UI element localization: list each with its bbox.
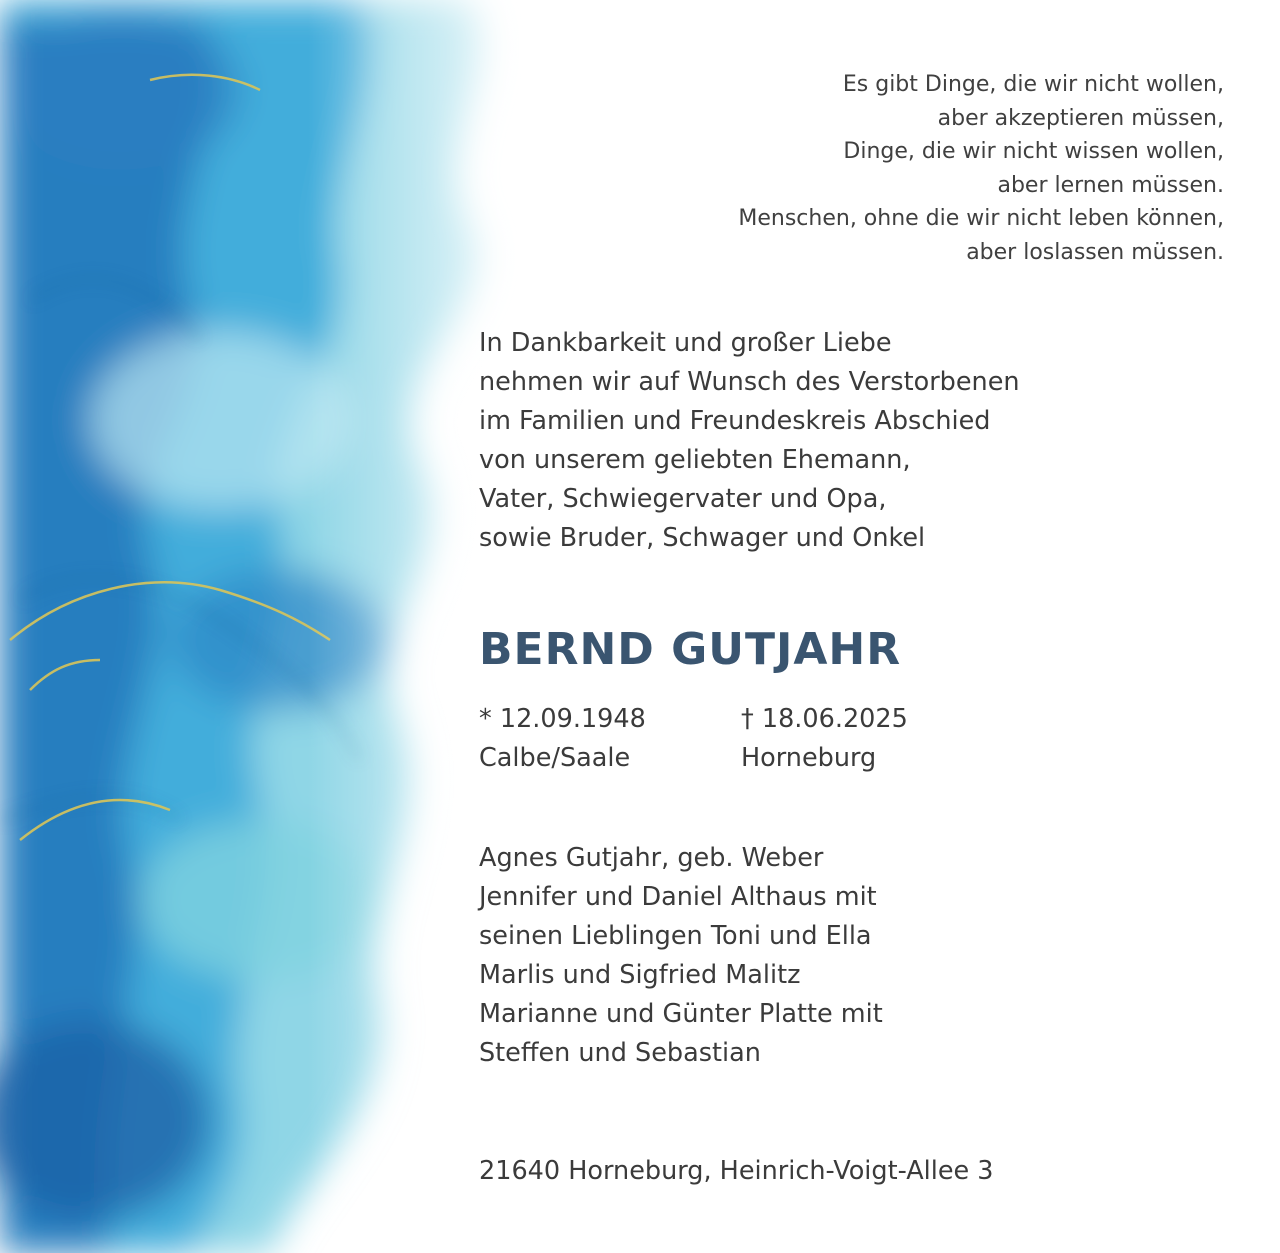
poem-line: aber akzeptieren müssen,: [937, 105, 1224, 131]
mourner-line: Steffen und Sebastian: [479, 1038, 761, 1068]
birth-place: Calbe/Saale: [479, 743, 631, 773]
birth-date: * 12.09.1948: [479, 704, 646, 734]
intro-line: von unserem geliebten Ehemann,: [479, 445, 911, 475]
poem-line: Menschen, ohne die wir nicht leben können,: [738, 206, 1224, 231]
intro-line: sowie Bruder, Schwager und Onkel: [479, 523, 926, 553]
intro-text: [479, 324, 1020, 558]
poem-line: Dinge, die wir nicht wissen wollen,: [843, 139, 1224, 164]
death-place: Horneburg: [741, 743, 877, 773]
poem-line: aber lernen müssen.: [997, 172, 1224, 198]
poem: [584, 68, 1224, 269]
intro-line: In Dankbarkeit und großer Liebe: [479, 328, 892, 358]
intro-line: Vater, Schwiegervater und Opa,: [479, 484, 887, 514]
mourners-list: [479, 839, 883, 1073]
intro-line: im Familien und Freundeskreis Abschied: [479, 406, 991, 436]
poem-line: aber loslassen müssen.: [966, 239, 1224, 265]
mourner-line: Marianne und Günter Platte mit: [479, 999, 883, 1029]
death-date: † 18.06.2025: [741, 704, 908, 734]
mourner-line: Jennifer und Daniel Althaus mit: [479, 882, 877, 912]
address: 21640 Horneburg, Heinrich-Voigt-Allee 3: [479, 1156, 994, 1186]
mourner-line: Agnes Gutjahr, geb. Weber: [479, 843, 824, 873]
mourner-line: Marlis und Sigfried Malitz: [479, 960, 801, 990]
poem-line: Es gibt Dinge, die wir nicht wollen,: [842, 72, 1224, 97]
death-info: [741, 700, 908, 778]
birth-info: [479, 700, 646, 778]
watercolor-decoration: [0, 0, 560, 1253]
intro-line: nehmen wir auf Wunsch des Verstorbenen: [479, 367, 1020, 397]
mourner-line: seinen Lieblingen Toni und Ella: [479, 921, 872, 951]
deceased-name: BERND GUTJAHR: [479, 624, 902, 675]
